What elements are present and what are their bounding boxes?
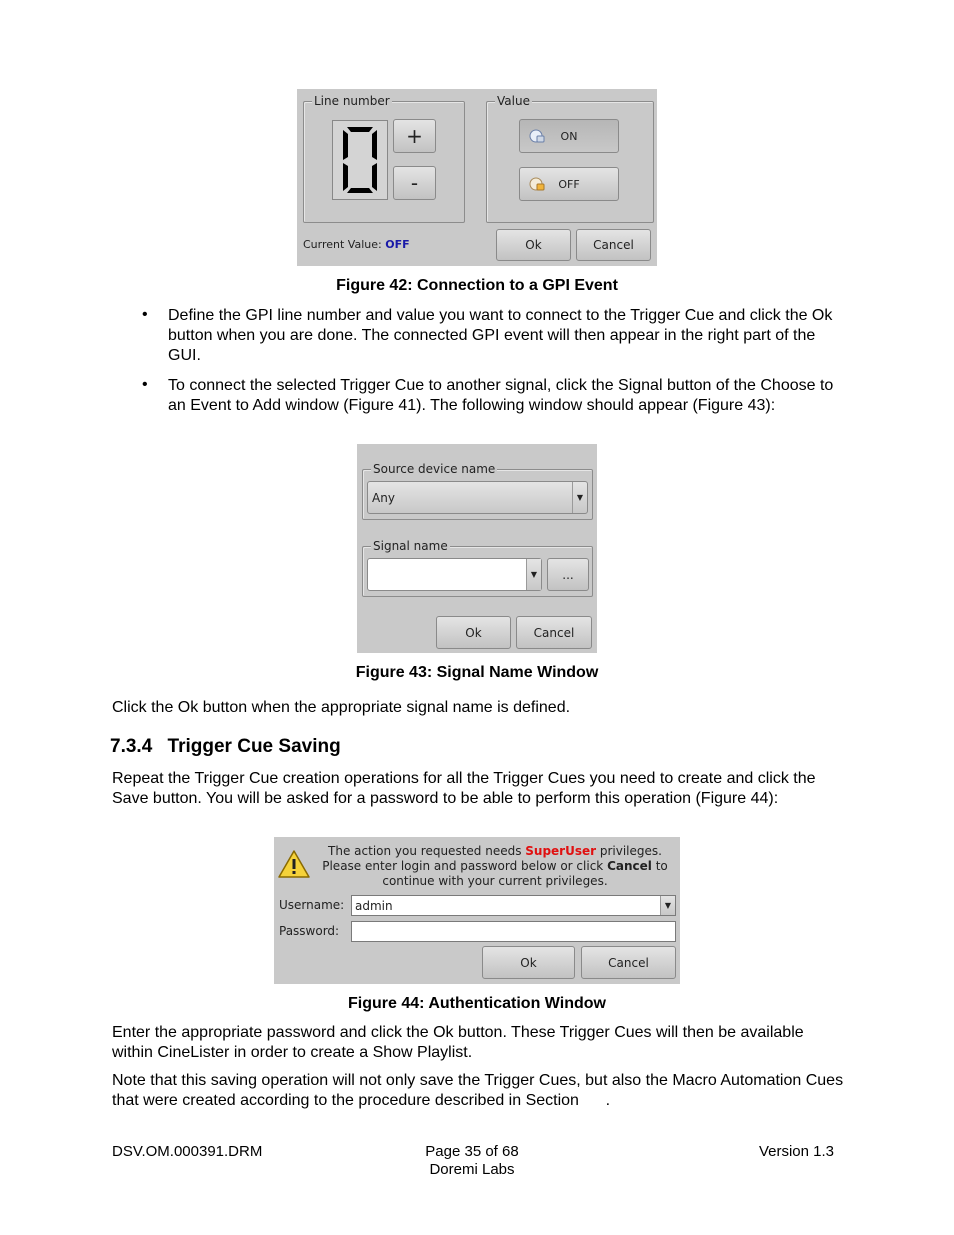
username-value: admin <box>355 899 393 913</box>
bullet-marker: • <box>142 376 148 393</box>
bullet-text-1: Define the GPI line number and value you want to connect to the Trigger Cue and click the Ok button when you are done. The connected GPI event will then appear in the right part of the GUI. <box>168 307 833 364</box>
auth-cancel-button[interactable]: Cancel <box>581 946 676 979</box>
signal-name-combo[interactable] <box>367 558 542 591</box>
off-state-icon <box>528 175 546 193</box>
value-off-button[interactable]: OFF <box>519 167 619 201</box>
value-on-button[interactable]: ON <box>519 119 619 153</box>
source-device-group <box>362 462 593 520</box>
chevron-down-icon[interactable]: ▼ <box>526 559 541 590</box>
value-group <box>486 94 654 223</box>
current-value-row <box>303 238 410 251</box>
auth-message-line-3: continue with your current privileges. <box>382 874 608 888</box>
signal-name-group <box>362 539 593 597</box>
auth-message-line-2: Please enter login and password below or click Cancel to <box>322 859 668 873</box>
source-device-combo[interactable] <box>367 481 588 514</box>
line-number-title: Line number <box>314 94 390 108</box>
line-number-display <box>332 120 388 200</box>
increment-line-button[interactable]: + <box>393 119 436 153</box>
gpi-event-window <box>297 89 657 266</box>
username-label: Username: <box>279 898 345 912</box>
value-title: Value <box>497 94 530 108</box>
source-device-value: Any <box>372 491 395 505</box>
paragraph-ok: Click the Ok button when the appropriate signal name is defined. <box>112 699 571 716</box>
password-label: Password: <box>279 924 340 938</box>
bullet-marker: • <box>142 306 148 323</box>
cancel-hint-text: Cancel <box>607 859 652 873</box>
auth-message <box>314 844 676 889</box>
paragraph-note: Note that this saving operation will not only save the Trigger Cues, but also the Macro Automation Cues that were created according to the procedure described in Section . <box>112 1072 848 1109</box>
authentication-window <box>274 837 680 984</box>
decrement-line-button[interactable]: - <box>393 166 436 200</box>
section-number: 7.3.4 <box>110 736 153 757</box>
gpi-ok-button[interactable]: Ok <box>496 229 571 261</box>
digit-zero-display <box>333 121 387 199</box>
auth-message-line-1: The action you requested needs SuperUser privileges. <box>328 844 662 858</box>
footer-page-number: Page 35 of 68 <box>425 1143 519 1160</box>
password-input[interactable] <box>351 921 676 942</box>
on-state-icon <box>528 127 546 145</box>
section-heading <box>110 736 341 758</box>
source-device-title: Source device name <box>373 462 496 476</box>
chevron-down-icon[interactable]: ▼ <box>660 896 675 915</box>
warning-icon <box>277 849 311 879</box>
line-number-group <box>303 94 465 223</box>
paragraph-enter: Enter the appropriate password and click the Ok button. These Trigger Cues will then be available within CineLister in order to create a Show Playlist. <box>112 1024 804 1061</box>
browse-signal-button[interactable]: ... <box>547 558 589 591</box>
signal-ok-button[interactable]: Ok <box>436 616 511 649</box>
current-value-text: OFF <box>385 238 410 251</box>
auth-ok-button[interactable]: Ok <box>482 946 575 979</box>
signal-cancel-button[interactable]: Cancel <box>516 616 592 649</box>
signal-name-title: Signal name <box>373 539 448 553</box>
footer-version: Version 1.3 <box>758 1143 834 1160</box>
gpi-cancel-button[interactable]: Cancel <box>576 229 651 261</box>
username-combo[interactable] <box>351 895 676 916</box>
footer-doc-id: DSV.OM.000391.DRM <box>112 1143 263 1160</box>
section-title: Trigger Cue Saving <box>167 736 341 757</box>
footer-company: Doremi Labs <box>429 1161 515 1178</box>
paragraph-repeat: Repeat the Trigger Cue creation operations for all the Trigger Cues you need to create and click the Save button. You will be asked for a password to be able to perform this operation (Figure 44): <box>112 770 816 807</box>
figure-42-caption: Figure 42: Connection to a GPI Event <box>336 277 618 294</box>
bullet-text-2: To connect the selected Trigger Cue to another signal, click the Signal button of the Choose to an Event to Add window (Figure 41). The following window should appear (Figure 43): <box>168 377 834 414</box>
figure-43-caption: Figure 43: Signal Name Window <box>355 664 599 681</box>
signal-name-window <box>357 444 597 653</box>
superuser-text: SuperUser <box>525 844 597 858</box>
footer-page-block <box>372 1143 572 1179</box>
figure-44-caption: Figure 44: Authentication Window <box>348 995 606 1012</box>
current-value-label: Current Value: <box>303 238 382 251</box>
chevron-down-icon[interactable]: ▼ <box>572 482 587 513</box>
